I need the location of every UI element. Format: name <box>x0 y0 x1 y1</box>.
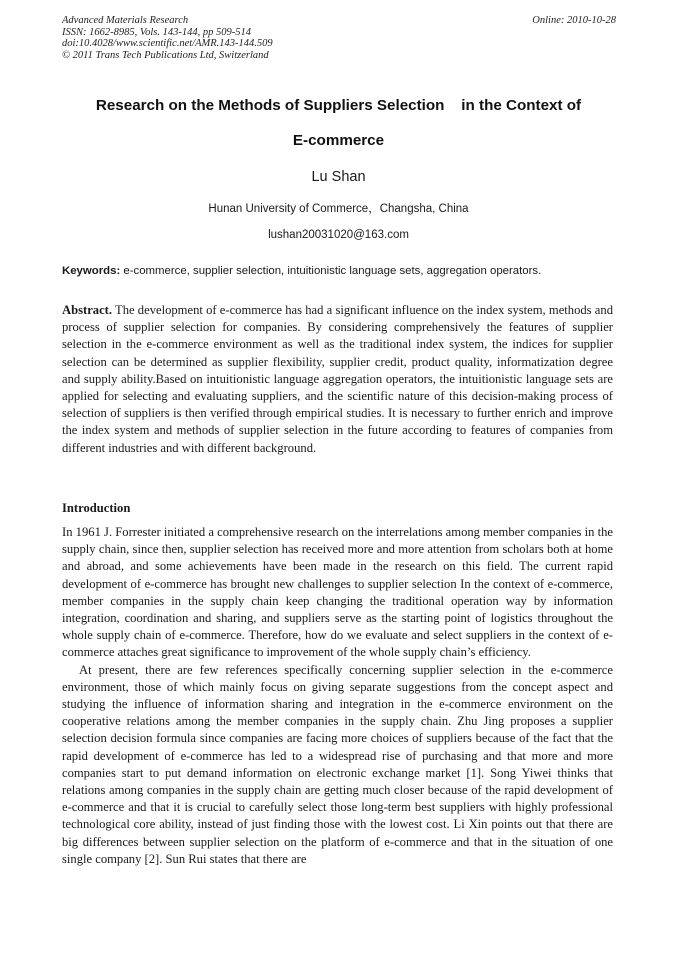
affiliation: Hunan University of Commerce，Changsha, China <box>208 203 469 215</box>
keywords-text: e-commerce, supplier selection, intuitionistic language sets, aggregation operators. <box>120 265 542 277</box>
author-name: Lu Shan <box>311 169 366 185</box>
doi-line: doi:10.4028/www.scientific.net/AMR.143-144.509 <box>62 38 273 50</box>
section-heading-introduction: Introduction <box>62 501 131 515</box>
journal-header <box>62 15 273 62</box>
abstract <box>62 302 613 457</box>
paragraph: At present, there are few references specifically concerning supplier selection in the e-commerce environment, those of which mainly focus on giving separate suggestions from the concept aspect and studying the influence of information sharing and integration in the e-commerce environment on the cooperative relations among the member companies in the supply chain. Zhu Jing proposes a supplier selection decision formula since companies are facing more choices of suppliers because of the fact that the rapid development of e-commerce has led to a widespread rise of purchasing and that more and more companies start to put demand information on electronic exchange market [1]. Song Yiwei thinks that relations among companies in the supply chain are getting much closer because of the rapid development of e-commerce and that it is crucial to carefully select those long-term best suppliers with highly professional technological core ability, instead of just finding those with the lowest cost. Li Xin points out that there are big differences between supplier selection on the platform of e-commerce and that in the situation of one single company [2]. Sun Rui states that there are <box>62 662 613 866</box>
author-email: lushan20031020@163.com <box>268 229 409 241</box>
issn-line: ISSN: 1662-8985, Vols. 143-144, pp 509-514 <box>62 26 251 38</box>
abstract-text: The development of e-commerce has had a significant influence on the index system, methods and process of supplier selection for companies. By considering comprehensively the features of supplier selection in the e-commerce environment as well as the traditional index system, the indices for supplier selection can be determined as supplier flexibility, supplier credit, product quality, informatization degree and supply ability.Based on intuitionistic language aggregation operators, the intuitionistic language sets are applied for selecting and evaluating suppliers, and the scientific nature of this decision-making process of selection of suppliers is then verified through empirical studies. It is necessary to further enrich and improve the index system and methods of supplier selection in the future according to features of companies from different industries and with different background. <box>62 303 613 455</box>
abstract-label: Abstract. <box>62 303 113 317</box>
journal-name: Advanced Materials Research <box>62 15 189 26</box>
copyright-line: © 2011 Trans Tech Publications Ltd, Switzerland <box>62 50 269 62</box>
keywords <box>62 263 622 279</box>
title-line-2: E-commerce <box>292 132 385 149</box>
keywords-label: Keywords: <box>62 265 121 277</box>
paper-title <box>62 88 615 158</box>
introduction-body <box>62 524 613 868</box>
online-date: Online: 2010-10-28 <box>532 15 616 26</box>
paragraph: In 1961 J. Forrester initiated a comprehensive research on the interrelations among member companies in the supply chain, since then, supplier selection has received more and more attention from scholars both at home and abroad, and some achievements have been made in the research on this field. The current rapid development of e-commerce has brought new challenges to supplier selection In the context of e-commerce, member companies in the supply chain keep changing the traditional operation way by information integration, coordination and sharing, and suppliers serve as the starting point of logistics throughout the whole supply chain of e-commerce. Therefore, how do we evaluate and select suppliers in the context of e-commerce attaches great significance to improvement of the whole supply chain’s efficiency. <box>62 525 613 660</box>
title-line-1: Research on the Methods of Suppliers Selection in the Context of <box>95 97 582 114</box>
